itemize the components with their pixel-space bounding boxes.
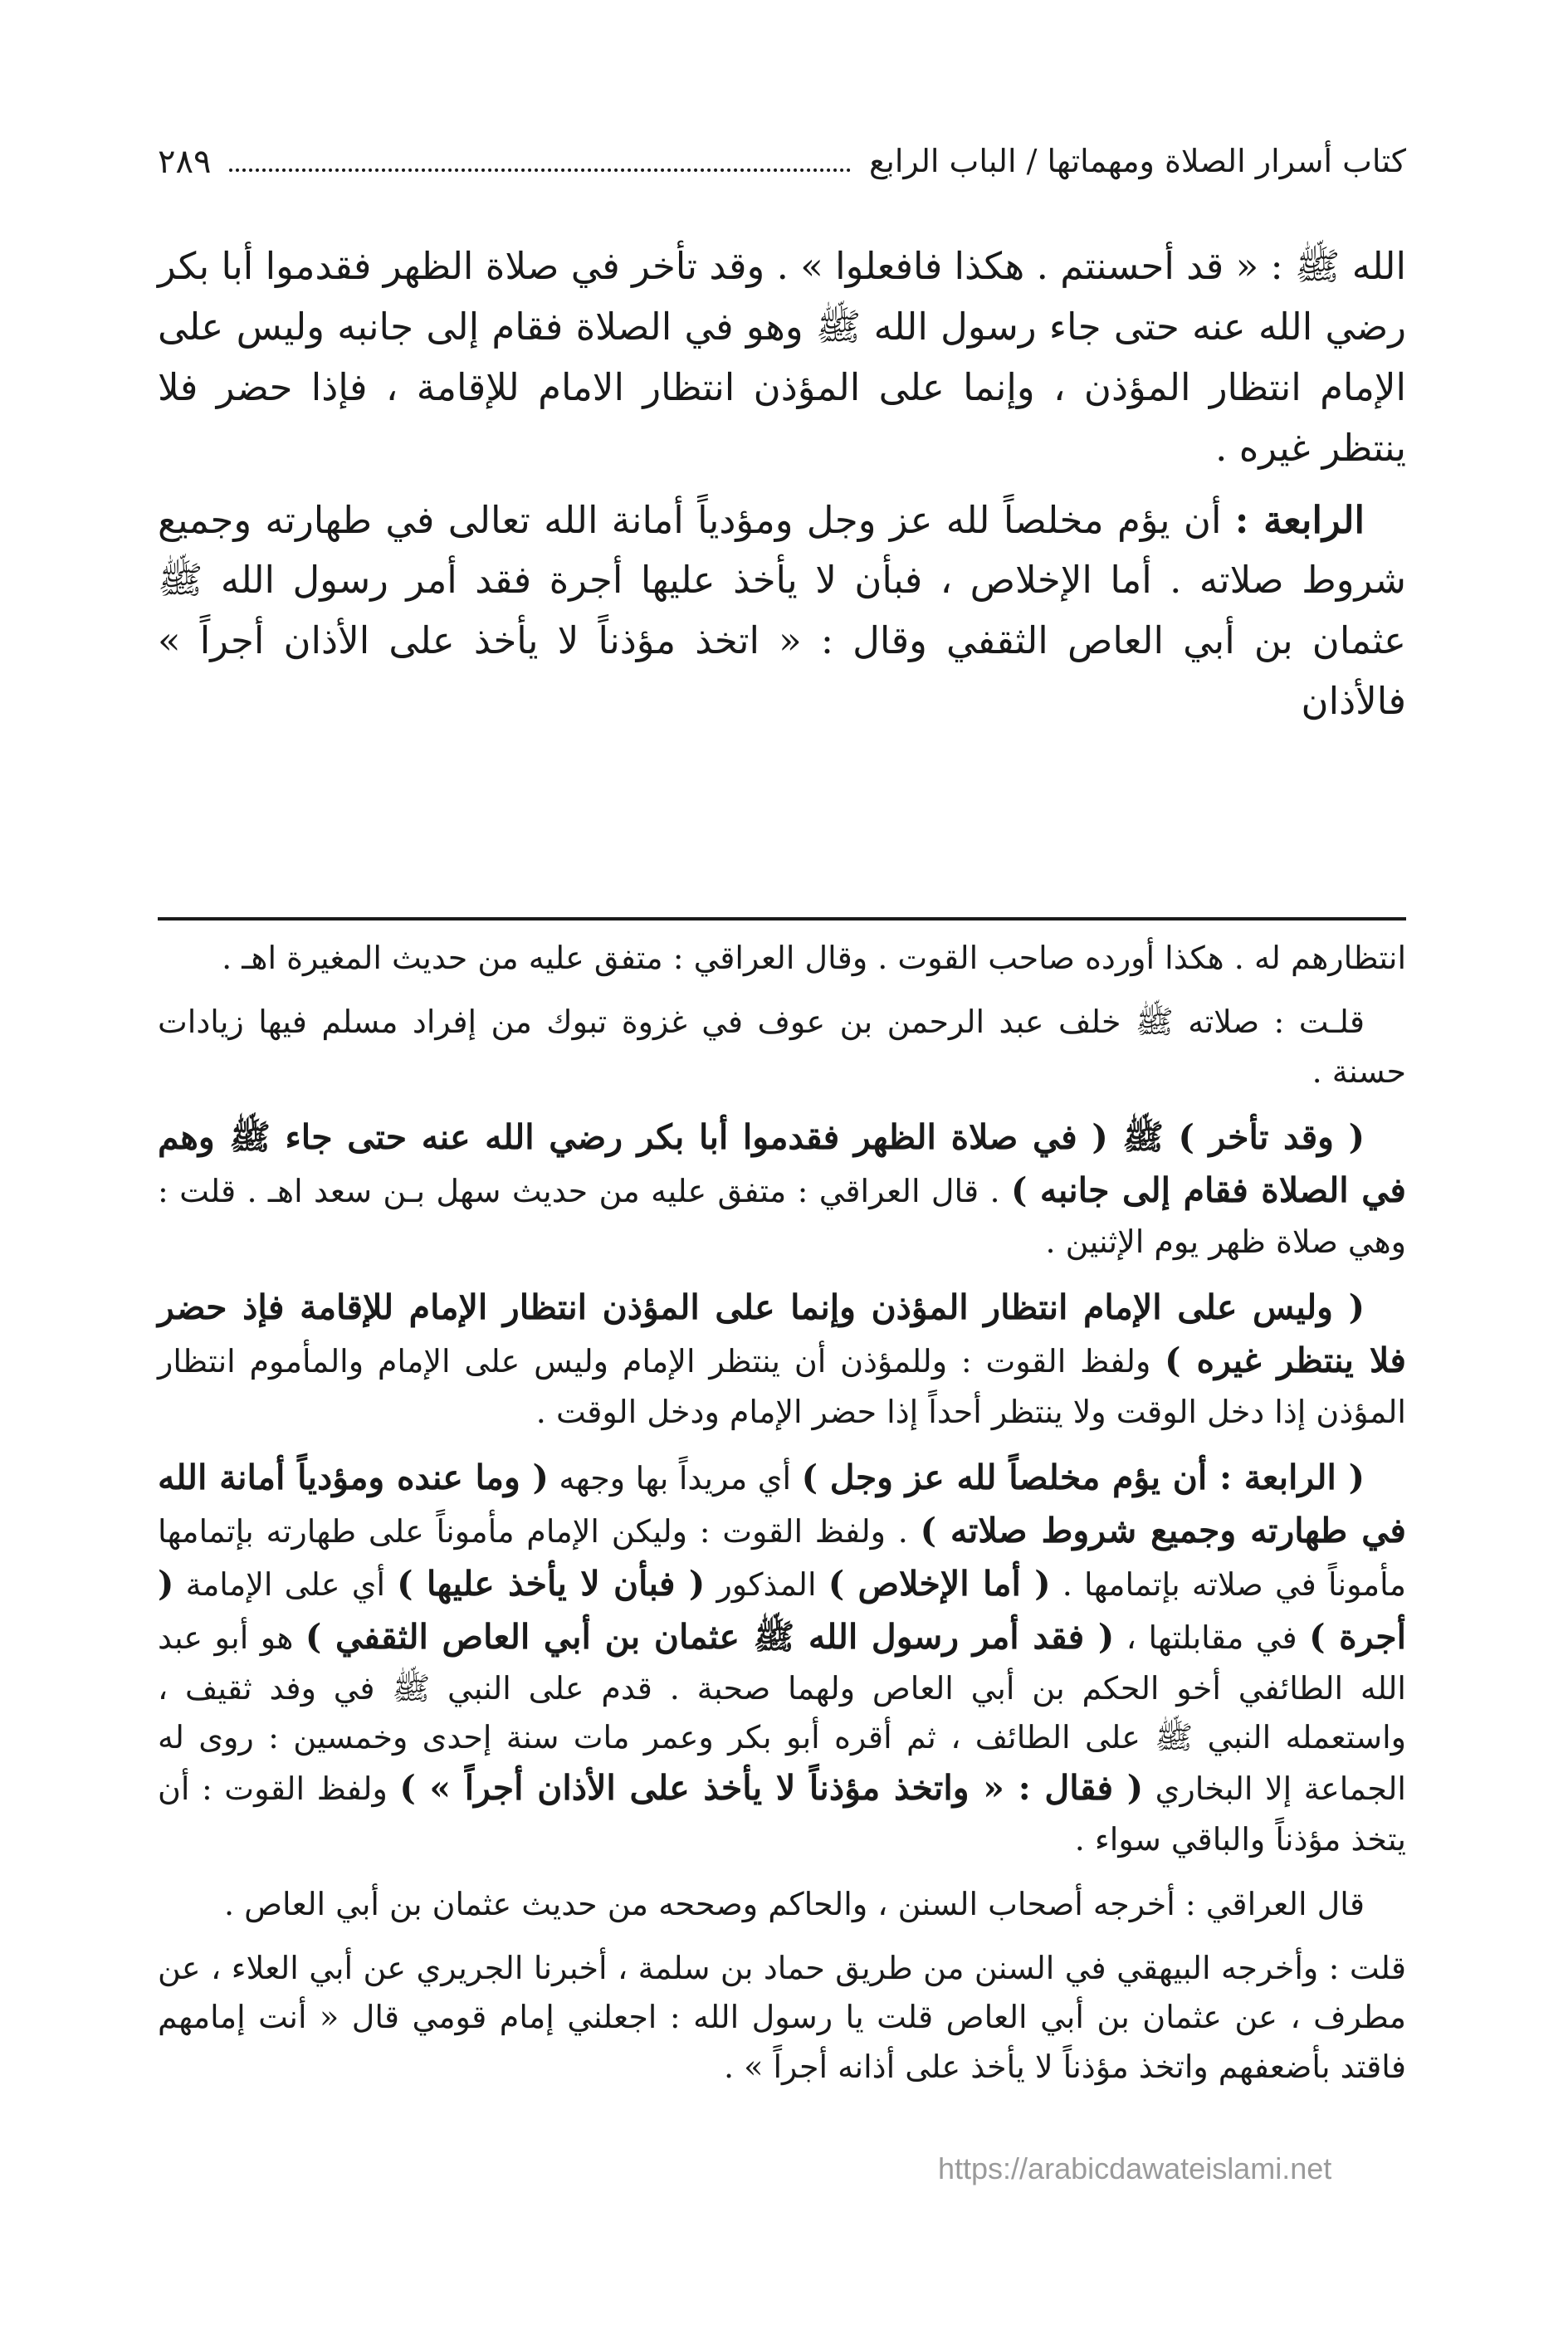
commentary-text: هو أبو عبد الله الطائفي أخو الحكم بن أبي العاص ولهما صحبة . قدم على النبي ﷺ في وفد ثقيف ، واستعمله النبي ﷺ على الطائف ، ثم أقره أبو بكر وعمر مات سنة إحدى وخمسين : روى له الجماعة إلا البخاري <box>158 1619 1406 1808</box>
header-title: كتاب أسرار الصلاة ومهماتها / الباب الرابع <box>869 143 1406 180</box>
commentary-text: . ولفظ القوت : وليكن الإمام مأموناً على طهارته بإتمامها مأموناً في صلاته بإتمامها . <box>158 1513 1407 1604</box>
quoted-text: ( أما الإخلاص ) <box>828 1564 1051 1604</box>
main-paragraph-2-text: أن يؤم مخلصاً لله عز وجل ومؤدياً أمانة الله تعالى في طهارته وجميع شروط صلاته . أما الإخلاص ، فبأن لا يأخذ عليها أجرة فقد أمر رسول الله ﷺ عثمان بن أبي العاص الثقفي وقال : « اتخذ مؤذناً لا يأخذ على الأذان أجراً » فالأذان <box>158 497 1406 724</box>
commentary-paragraph-1: انتظارهم له . هكذا أورده صاحب القوت . وقال العراقي : متفق عليه من حديث المغيرة اهـ . <box>222 940 1406 976</box>
commentary-paragraph-2: قلـت : صلاته ﷺ خلف عبد الرحمن بن عوف في غزوة تبوك من إفراد مسلم فيها زيادات حسنة . <box>158 1004 1406 1090</box>
commentary-paragraph-4 <box>158 1282 1406 1437</box>
commentary-text: . قال العراقي : متفق عليه من حديث سهل بـن سعد اهـ . قلت : وهي صلاة ظهر يوم الإثنين . <box>158 1172 1406 1260</box>
main-text <box>158 237 1406 744</box>
commentary-text: في مقابلتها ، <box>1114 1619 1310 1656</box>
commentary-text: أي مريداً بها وجهه <box>548 1460 802 1497</box>
page-number: ٢٨٩ <box>158 143 212 181</box>
book-page <box>158 125 1406 2344</box>
commentary-paragraph-5 <box>158 1452 1406 1865</box>
quoted-text: ( فقال : « واتخذ مؤذناً لا يأخذ على الأذان أجراً » ) <box>399 1768 1144 1809</box>
commentary-paragraph-3 <box>158 1111 1406 1267</box>
header-dot-leader <box>229 168 851 172</box>
commentary-text: ولفظ القوت : أن يتخذ مؤذناً والباقي سواء . <box>158 1770 1406 1858</box>
section-label-fourth: الرابعة : <box>1234 497 1365 542</box>
main-paragraph-2 <box>158 491 1406 733</box>
site-watermark: https://arabicdawateislami.net <box>938 2151 1332 2185</box>
quoted-text: ( وقد تأخر ) ﷺ ( في صلاة الظهر فقدموا أبا بكر رضي الله عنه حتى جاء ﷺ وهم في الصلاة فقام إلى جانبه ) <box>158 1116 1406 1210</box>
commentary-paragraph-6: قال العراقي : أخرجه أصحاب السنن ، والحاكم وصححه من حديث عثمان بن أبي العاص . <box>223 1885 1365 1922</box>
commentary-text: أي على الإمامة <box>173 1566 398 1604</box>
quoted-text: ( فبأن لا يأخذ عليها ) <box>397 1564 706 1604</box>
commentary-paragraph-7: قلت : وأخرجه البيهقي في السنن من طريق حماد بن سلمة ، أخبرنا الجريري عن أبي العلاء ، عن مطرف ، عن عثمان بن أبي العاص قلت يا رسول الله : اجعلني إمام قومي قال « أنت إمامهم فاقتد بأضعفهم واتخذ مؤذناً لا يأخذ على أذانه أجراً » . <box>158 1949 1406 2085</box>
commentary-section <box>158 934 1406 2107</box>
main-paragraph-1: الله ﷺ : « قد أحسنتم . هكذا فافعلوا » . وقد تأخر في صلاة الظهر فقدموا أبا بكر رضي الله عنه حتى جاء رسول الله ﷺ وهو في الصلاة فقام إلى جانبه وليس على الإمام انتظار المؤذن ، وإنما على المؤذن انتظار الامام للإقامة ، فإذا حضر فلا ينتظر غيره . <box>158 244 1406 470</box>
quoted-text: ( الرابعة : أن يؤم مخلصاً لله عز وجل ) <box>801 1458 1365 1498</box>
quoted-text: ( أجرة ) <box>158 1564 1407 1657</box>
commentary-text: المذكور <box>705 1566 828 1604</box>
quoted-text: ( وما عنده ومؤدياً أمانة الله في طهارته وجميع شروط صلاته ) <box>158 1458 1406 1551</box>
footnote-separator <box>158 917 1406 921</box>
running-header <box>158 125 1406 199</box>
quoted-text: ( فقد أمر رسول الله ﷺ عثمان بن أبي العاص الثقفي ) <box>305 1617 1115 1657</box>
quoted-text: ( وليس على الإمام انتظار المؤذن وإنما على المؤذن انتظار الإمام للإقامة فإذ حضر فلا ينتظر غيره ) <box>158 1287 1406 1380</box>
commentary-text: ولفظ القوت : وللمؤذن أن ينتظر الإمام وليس على الإمام والمأموم انتظار المؤذن إذا دخل الوقت ولا ينتظر أحداً إذا حضر الإمام ودخل الوقت . <box>158 1342 1406 1430</box>
